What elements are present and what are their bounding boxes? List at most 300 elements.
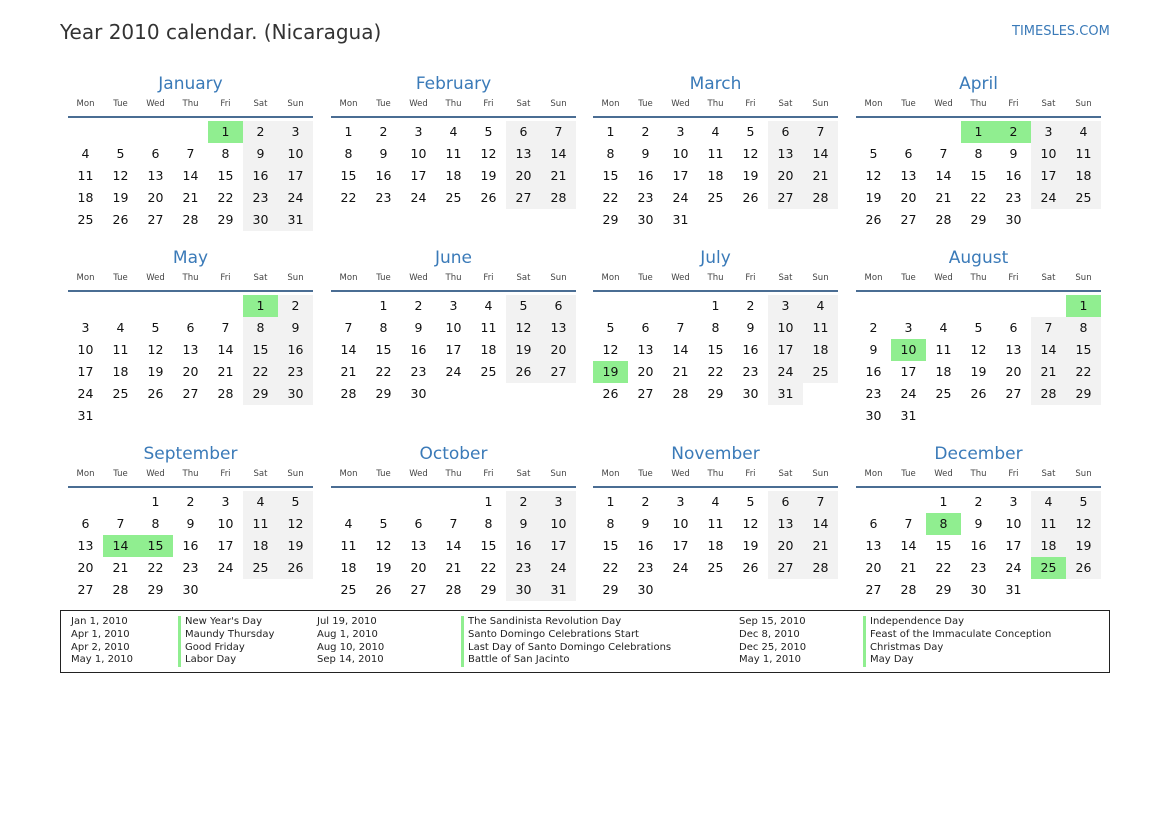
day-cell[interactable]: 12: [112, 168, 129, 183]
day-cell[interactable]: 20: [410, 560, 427, 575]
day-cell[interactable]: 18: [340, 560, 357, 575]
day-cell[interactable]: 11: [1066, 143, 1101, 165]
day-cell[interactable]: 2: [278, 295, 313, 317]
day-cell[interactable]: 27: [900, 212, 917, 227]
day-cell[interactable]: 12: [970, 342, 987, 357]
day-cell[interactable]: 20: [147, 190, 164, 205]
day-cell[interactable]: 7: [803, 491, 838, 513]
day-cell[interactable]: 29: [602, 582, 619, 597]
day-cell[interactable]: 27: [77, 582, 94, 597]
day-cell[interactable]: 18: [1066, 165, 1101, 187]
day-cell[interactable]: 11: [803, 317, 838, 339]
day-cell[interactable]: 25: [803, 361, 838, 383]
day-cell[interactable]: 13: [637, 342, 654, 357]
day-cell[interactable]: 19: [970, 364, 987, 379]
day-cell[interactable]: 8: [221, 146, 230, 161]
day-cell[interactable]: 22: [147, 560, 164, 575]
day-cell[interactable]: 15: [1066, 339, 1101, 361]
day-cell[interactable]: 6: [869, 516, 878, 531]
day-cell[interactable]: 10: [278, 143, 313, 165]
day-cell[interactable]: 30: [182, 582, 199, 597]
day-cell[interactable]: 12: [742, 516, 759, 531]
day-cell[interactable]: 5: [151, 320, 160, 335]
day-cell[interactable]: 6: [414, 516, 423, 531]
day-cell[interactable]: 18: [112, 364, 129, 379]
day-cell[interactable]: 24: [672, 560, 689, 575]
day-cell[interactable]: 3: [1031, 121, 1066, 143]
day-cell[interactable]: 10: [1005, 516, 1022, 531]
day-cell[interactable]: 12: [278, 513, 313, 535]
day-cell[interactable]: 28: [803, 187, 838, 209]
day-cell[interactable]: 11: [1031, 513, 1066, 535]
day-cell[interactable]: 5: [606, 320, 615, 335]
day-cell[interactable]: 2: [379, 124, 388, 139]
day-cell[interactable]: 8: [1066, 317, 1101, 339]
day-cell[interactable]: 14: [541, 143, 576, 165]
day-cell[interactable]: 16: [182, 538, 199, 553]
day-cell[interactable]: 12: [1066, 513, 1101, 535]
day-cell[interactable]: 15: [602, 538, 619, 553]
day-cell[interactable]: 18: [77, 190, 94, 205]
day-cell[interactable]: 22: [1066, 361, 1101, 383]
day-cell[interactable]: 21: [1031, 361, 1066, 383]
day-cell[interactable]: 30: [970, 582, 987, 597]
day-cell[interactable]: 8: [243, 317, 278, 339]
day-cell[interactable]: 12: [865, 168, 882, 183]
day-cell[interactable]: 6: [506, 121, 541, 143]
day-cell[interactable]: 26: [112, 212, 129, 227]
day-cell[interactable]: 17: [445, 342, 462, 357]
day-cell[interactable]: 22: [217, 190, 234, 205]
day-cell[interactable]: 13: [1005, 342, 1022, 357]
day-cell[interactable]: 19: [278, 535, 313, 557]
day-cell[interactable]: 24: [768, 361, 803, 383]
day-cell[interactable]: 31: [768, 383, 803, 405]
day-cell[interactable]: 14: [900, 538, 917, 553]
day-cell[interactable]: 18: [935, 364, 952, 379]
day-cell[interactable]: 18: [445, 168, 462, 183]
day-cell[interactable]: 28: [182, 212, 199, 227]
day-cell[interactable]: 29: [1066, 383, 1101, 405]
day-cell[interactable]: 27: [541, 361, 576, 383]
day-cell[interactable]: 31: [77, 408, 94, 423]
day-cell[interactable]: 4: [711, 124, 720, 139]
day-cell[interactable]: 20: [541, 339, 576, 361]
day-cell[interactable]: 16: [637, 538, 654, 553]
day-cell[interactable]: 13: [900, 168, 917, 183]
day-cell[interactable]: 25: [243, 557, 278, 579]
day-cell[interactable]: 17: [900, 364, 917, 379]
day-cell[interactable]: 21: [445, 560, 462, 575]
day-cell[interactable]: 21: [112, 560, 129, 575]
day-cell[interactable]: 30: [742, 386, 759, 401]
day-cell[interactable]: 28: [935, 212, 952, 227]
day-cell[interactable]: 23: [865, 386, 882, 401]
day-cell[interactable]: 22: [707, 364, 724, 379]
day-cell[interactable]: 21: [935, 190, 952, 205]
day-cell[interactable]: 7: [1031, 317, 1066, 339]
day-cell[interactable]: 26: [742, 190, 759, 205]
day-cell[interactable]: 7: [803, 121, 838, 143]
day-cell[interactable]: 2: [641, 494, 650, 509]
day-cell[interactable]: 18: [1031, 535, 1066, 557]
day-cell[interactable]: 3: [904, 320, 913, 335]
day-cell[interactable]: 3: [414, 124, 423, 139]
day-cell[interactable]: 19: [1066, 535, 1101, 557]
day-cell[interactable]: 21: [803, 165, 838, 187]
day-cell[interactable]: 16: [410, 342, 427, 357]
day-cell[interactable]: 19: [865, 190, 882, 205]
day-cell[interactable]: 10: [672, 516, 689, 531]
day-cell[interactable]: 9: [379, 146, 388, 161]
day-cell[interactable]: 22: [935, 560, 952, 575]
day-cell[interactable]: 24: [672, 190, 689, 205]
day-cell[interactable]: 17: [1031, 165, 1066, 187]
day-cell[interactable]: 2: [869, 320, 878, 335]
day-cell[interactable]: 23: [742, 364, 759, 379]
day-cell[interactable]: 24: [541, 557, 576, 579]
day-cell[interactable]: 7: [449, 516, 458, 531]
day-cell[interactable]: 3: [449, 298, 458, 313]
day-cell[interactable]: 16: [742, 342, 759, 357]
day-cell[interactable]: 24: [77, 386, 94, 401]
day-cell[interactable]: 7: [541, 121, 576, 143]
day-cell[interactable]: 3: [278, 121, 313, 143]
day-cell[interactable]: 21: [182, 190, 199, 205]
site-link[interactable]: TIMESLES.COM: [1012, 24, 1110, 39]
day-cell[interactable]: 23: [1005, 190, 1022, 205]
day-cell[interactable]: 23: [637, 190, 654, 205]
holiday-day-cell[interactable]: 1: [1066, 295, 1101, 317]
day-cell[interactable]: 25: [340, 582, 357, 597]
day-cell[interactable]: 29: [480, 582, 497, 597]
day-cell[interactable]: 22: [243, 361, 278, 383]
day-cell[interactable]: 10: [541, 513, 576, 535]
day-cell[interactable]: 4: [939, 320, 948, 335]
day-cell[interactable]: 17: [410, 168, 427, 183]
day-cell[interactable]: 14: [340, 342, 357, 357]
day-cell[interactable]: 14: [672, 342, 689, 357]
holiday-day-cell[interactable]: 15: [138, 535, 173, 557]
day-cell[interactable]: 31: [541, 579, 576, 601]
day-cell[interactable]: 16: [1005, 168, 1022, 183]
day-cell[interactable]: 1: [606, 124, 615, 139]
day-cell[interactable]: 3: [768, 295, 803, 317]
day-cell[interactable]: 19: [147, 364, 164, 379]
day-cell[interactable]: 29: [375, 386, 392, 401]
day-cell[interactable]: 28: [672, 386, 689, 401]
day-cell[interactable]: 19: [506, 339, 541, 361]
day-cell[interactable]: 17: [768, 339, 803, 361]
day-cell[interactable]: 20: [506, 165, 541, 187]
day-cell[interactable]: 24: [1005, 560, 1022, 575]
day-cell[interactable]: 16: [637, 168, 654, 183]
day-cell[interactable]: 4: [1031, 491, 1066, 513]
day-cell[interactable]: 21: [900, 560, 917, 575]
day-cell[interactable]: 25: [77, 212, 94, 227]
day-cell[interactable]: 26: [742, 560, 759, 575]
day-cell[interactable]: 5: [746, 124, 755, 139]
day-cell[interactable]: 10: [77, 342, 94, 357]
day-cell[interactable]: 30: [637, 212, 654, 227]
day-cell[interactable]: 6: [768, 121, 803, 143]
day-cell[interactable]: 23: [375, 190, 392, 205]
day-cell[interactable]: 15: [375, 342, 392, 357]
day-cell[interactable]: 28: [217, 386, 234, 401]
day-cell[interactable]: 8: [344, 146, 353, 161]
day-cell[interactable]: 17: [672, 168, 689, 183]
day-cell[interactable]: 6: [1009, 320, 1018, 335]
day-cell[interactable]: 1: [484, 494, 493, 509]
day-cell[interactable]: 13: [865, 538, 882, 553]
day-cell[interactable]: 5: [379, 516, 388, 531]
day-cell[interactable]: 25: [112, 386, 129, 401]
day-cell[interactable]: 26: [970, 386, 987, 401]
day-cell[interactable]: 9: [641, 516, 650, 531]
day-cell[interactable]: 15: [243, 339, 278, 361]
day-cell[interactable]: 27: [506, 187, 541, 209]
day-cell[interactable]: 19: [375, 560, 392, 575]
day-cell[interactable]: 15: [340, 168, 357, 183]
day-cell[interactable]: 24: [217, 560, 234, 575]
day-cell[interactable]: 24: [410, 190, 427, 205]
day-cell[interactable]: 5: [1066, 491, 1101, 513]
day-cell[interactable]: 20: [182, 364, 199, 379]
day-cell[interactable]: 2: [974, 494, 983, 509]
day-cell[interactable]: 29: [243, 383, 278, 405]
day-cell[interactable]: 12: [506, 317, 541, 339]
day-cell[interactable]: 12: [375, 538, 392, 553]
day-cell[interactable]: 15: [602, 168, 619, 183]
day-cell[interactable]: 27: [1005, 386, 1022, 401]
day-cell[interactable]: 2: [186, 494, 195, 509]
day-cell[interactable]: 30: [243, 209, 278, 231]
day-cell[interactable]: 4: [116, 320, 125, 335]
day-cell[interactable]: 29: [970, 212, 987, 227]
day-cell[interactable]: 20: [637, 364, 654, 379]
day-cell[interactable]: 11: [707, 146, 724, 161]
day-cell[interactable]: 1: [711, 298, 720, 313]
day-cell[interactable]: 4: [484, 298, 493, 313]
day-cell[interactable]: 18: [707, 538, 724, 553]
day-cell[interactable]: 8: [151, 516, 160, 531]
day-cell[interactable]: 20: [768, 165, 803, 187]
day-cell[interactable]: 18: [707, 168, 724, 183]
day-cell[interactable]: 9: [746, 320, 755, 335]
day-cell[interactable]: 10: [768, 317, 803, 339]
day-cell[interactable]: 8: [974, 146, 983, 161]
day-cell[interactable]: 17: [278, 165, 313, 187]
day-cell[interactable]: 17: [672, 538, 689, 553]
day-cell[interactable]: 8: [711, 320, 720, 335]
day-cell[interactable]: 6: [641, 320, 650, 335]
day-cell[interactable]: 28: [340, 386, 357, 401]
day-cell[interactable]: 14: [803, 513, 838, 535]
day-cell[interactable]: 26: [602, 386, 619, 401]
holiday-day-cell[interactable]: 25: [1031, 557, 1066, 579]
day-cell[interactable]: 13: [147, 168, 164, 183]
day-cell[interactable]: 9: [869, 342, 878, 357]
day-cell[interactable]: 9: [243, 143, 278, 165]
day-cell[interactable]: 10: [445, 320, 462, 335]
day-cell[interactable]: 12: [147, 342, 164, 357]
day-cell[interactable]: 30: [865, 408, 882, 423]
day-cell[interactable]: 15: [480, 538, 497, 553]
day-cell[interactable]: 31: [672, 212, 689, 227]
day-cell[interactable]: 2: [506, 491, 541, 513]
day-cell[interactable]: 10: [1031, 143, 1066, 165]
day-cell[interactable]: 11: [243, 513, 278, 535]
day-cell[interactable]: 7: [904, 516, 913, 531]
day-cell[interactable]: 28: [541, 187, 576, 209]
holiday-day-cell[interactable]: 1: [961, 121, 996, 143]
day-cell[interactable]: 9: [1009, 146, 1018, 161]
day-cell[interactable]: 15: [935, 538, 952, 553]
day-cell[interactable]: 31: [1005, 582, 1022, 597]
day-cell[interactable]: 28: [900, 582, 917, 597]
day-cell[interactable]: 19: [112, 190, 129, 205]
day-cell[interactable]: 25: [707, 190, 724, 205]
day-cell[interactable]: 1: [151, 494, 160, 509]
day-cell[interactable]: 22: [602, 560, 619, 575]
day-cell[interactable]: 23: [970, 560, 987, 575]
day-cell[interactable]: 9: [186, 516, 195, 531]
day-cell[interactable]: 25: [445, 190, 462, 205]
day-cell[interactable]: 30: [506, 579, 541, 601]
day-cell[interactable]: 22: [602, 190, 619, 205]
day-cell[interactable]: 3: [1009, 494, 1018, 509]
day-cell[interactable]: 15: [707, 342, 724, 357]
day-cell[interactable]: 17: [77, 364, 94, 379]
day-cell[interactable]: 6: [768, 491, 803, 513]
day-cell[interactable]: 16: [506, 535, 541, 557]
day-cell[interactable]: 2: [746, 298, 755, 313]
day-cell[interactable]: 13: [768, 513, 803, 535]
day-cell[interactable]: 17: [1005, 538, 1022, 553]
holiday-day-cell[interactable]: 2: [996, 121, 1031, 143]
day-cell[interactable]: 24: [1031, 187, 1066, 209]
day-cell[interactable]: 28: [445, 582, 462, 597]
day-cell[interactable]: 5: [116, 146, 125, 161]
day-cell[interactable]: 27: [768, 187, 803, 209]
holiday-day-cell[interactable]: 1: [243, 295, 278, 317]
day-cell[interactable]: 4: [344, 516, 353, 531]
day-cell[interactable]: 20: [1005, 364, 1022, 379]
day-cell[interactable]: 4: [449, 124, 458, 139]
day-cell[interactable]: 7: [186, 146, 195, 161]
day-cell[interactable]: 10: [217, 516, 234, 531]
day-cell[interactable]: 18: [803, 339, 838, 361]
day-cell[interactable]: 9: [974, 516, 983, 531]
day-cell[interactable]: 26: [147, 386, 164, 401]
day-cell[interactable]: 18: [243, 535, 278, 557]
day-cell[interactable]: 19: [480, 168, 497, 183]
day-cell[interactable]: 12: [602, 342, 619, 357]
day-cell[interactable]: 29: [147, 582, 164, 597]
day-cell[interactable]: 9: [641, 146, 650, 161]
day-cell[interactable]: 21: [217, 364, 234, 379]
day-cell[interactable]: 5: [869, 146, 878, 161]
day-cell[interactable]: 25: [935, 386, 952, 401]
day-cell[interactable]: 24: [278, 187, 313, 209]
day-cell[interactable]: 20: [900, 190, 917, 205]
day-cell[interactable]: 5: [974, 320, 983, 335]
day-cell[interactable]: 8: [379, 320, 388, 335]
day-cell[interactable]: 4: [1066, 121, 1101, 143]
day-cell[interactable]: 22: [340, 190, 357, 205]
day-cell[interactable]: 11: [935, 342, 952, 357]
day-cell[interactable]: 13: [541, 317, 576, 339]
day-cell[interactable]: 30: [278, 383, 313, 405]
day-cell[interactable]: 10: [672, 146, 689, 161]
day-cell[interactable]: 6: [151, 146, 160, 161]
day-cell[interactable]: 1: [344, 124, 353, 139]
day-cell[interactable]: 11: [77, 168, 94, 183]
day-cell[interactable]: 30: [637, 582, 654, 597]
day-cell[interactable]: 24: [445, 364, 462, 379]
day-cell[interactable]: 15: [970, 168, 987, 183]
day-cell[interactable]: 1: [379, 298, 388, 313]
day-cell[interactable]: 25: [1066, 187, 1101, 209]
day-cell[interactable]: 22: [480, 560, 497, 575]
day-cell[interactable]: 16: [375, 168, 392, 183]
day-cell[interactable]: 26: [865, 212, 882, 227]
day-cell[interactable]: 9: [506, 513, 541, 535]
day-cell[interactable]: 23: [243, 187, 278, 209]
holiday-day-cell[interactable]: 10: [891, 339, 926, 361]
day-cell[interactable]: 7: [676, 320, 685, 335]
day-cell[interactable]: 29: [935, 582, 952, 597]
day-cell[interactable]: 2: [641, 124, 650, 139]
day-cell[interactable]: 26: [375, 582, 392, 597]
day-cell[interactable]: 23: [182, 560, 199, 575]
day-cell[interactable]: 8: [606, 516, 615, 531]
day-cell[interactable]: 23: [637, 560, 654, 575]
day-cell[interactable]: 1: [939, 494, 948, 509]
day-cell[interactable]: 6: [541, 295, 576, 317]
day-cell[interactable]: 14: [935, 168, 952, 183]
day-cell[interactable]: 9: [414, 320, 423, 335]
day-cell[interactable]: 20: [865, 560, 882, 575]
holiday-day-cell[interactable]: 14: [103, 535, 138, 557]
day-cell[interactable]: 17: [217, 538, 234, 553]
day-cell[interactable]: 5: [484, 124, 493, 139]
day-cell[interactable]: 7: [221, 320, 230, 335]
day-cell[interactable]: 5: [506, 295, 541, 317]
day-cell[interactable]: 16: [278, 339, 313, 361]
day-cell[interactable]: 21: [803, 535, 838, 557]
day-cell[interactable]: 16: [865, 364, 882, 379]
day-cell[interactable]: 4: [803, 295, 838, 317]
day-cell[interactable]: 16: [243, 165, 278, 187]
day-cell[interactable]: 28: [112, 582, 129, 597]
day-cell[interactable]: 7: [939, 146, 948, 161]
day-cell[interactable]: 6: [904, 146, 913, 161]
day-cell[interactable]: 18: [480, 342, 497, 357]
day-cell[interactable]: 26: [480, 190, 497, 205]
holiday-day-cell[interactable]: 19: [593, 361, 628, 383]
day-cell[interactable]: 20: [77, 560, 94, 575]
day-cell[interactable]: 11: [480, 320, 497, 335]
day-cell[interactable]: 27: [410, 582, 427, 597]
day-cell[interactable]: 21: [541, 165, 576, 187]
day-cell[interactable]: 6: [81, 516, 90, 531]
day-cell[interactable]: 21: [340, 364, 357, 379]
day-cell[interactable]: 27: [637, 386, 654, 401]
day-cell[interactable]: 4: [81, 146, 90, 161]
day-cell[interactable]: 11: [340, 538, 357, 553]
day-cell[interactable]: 9: [278, 317, 313, 339]
